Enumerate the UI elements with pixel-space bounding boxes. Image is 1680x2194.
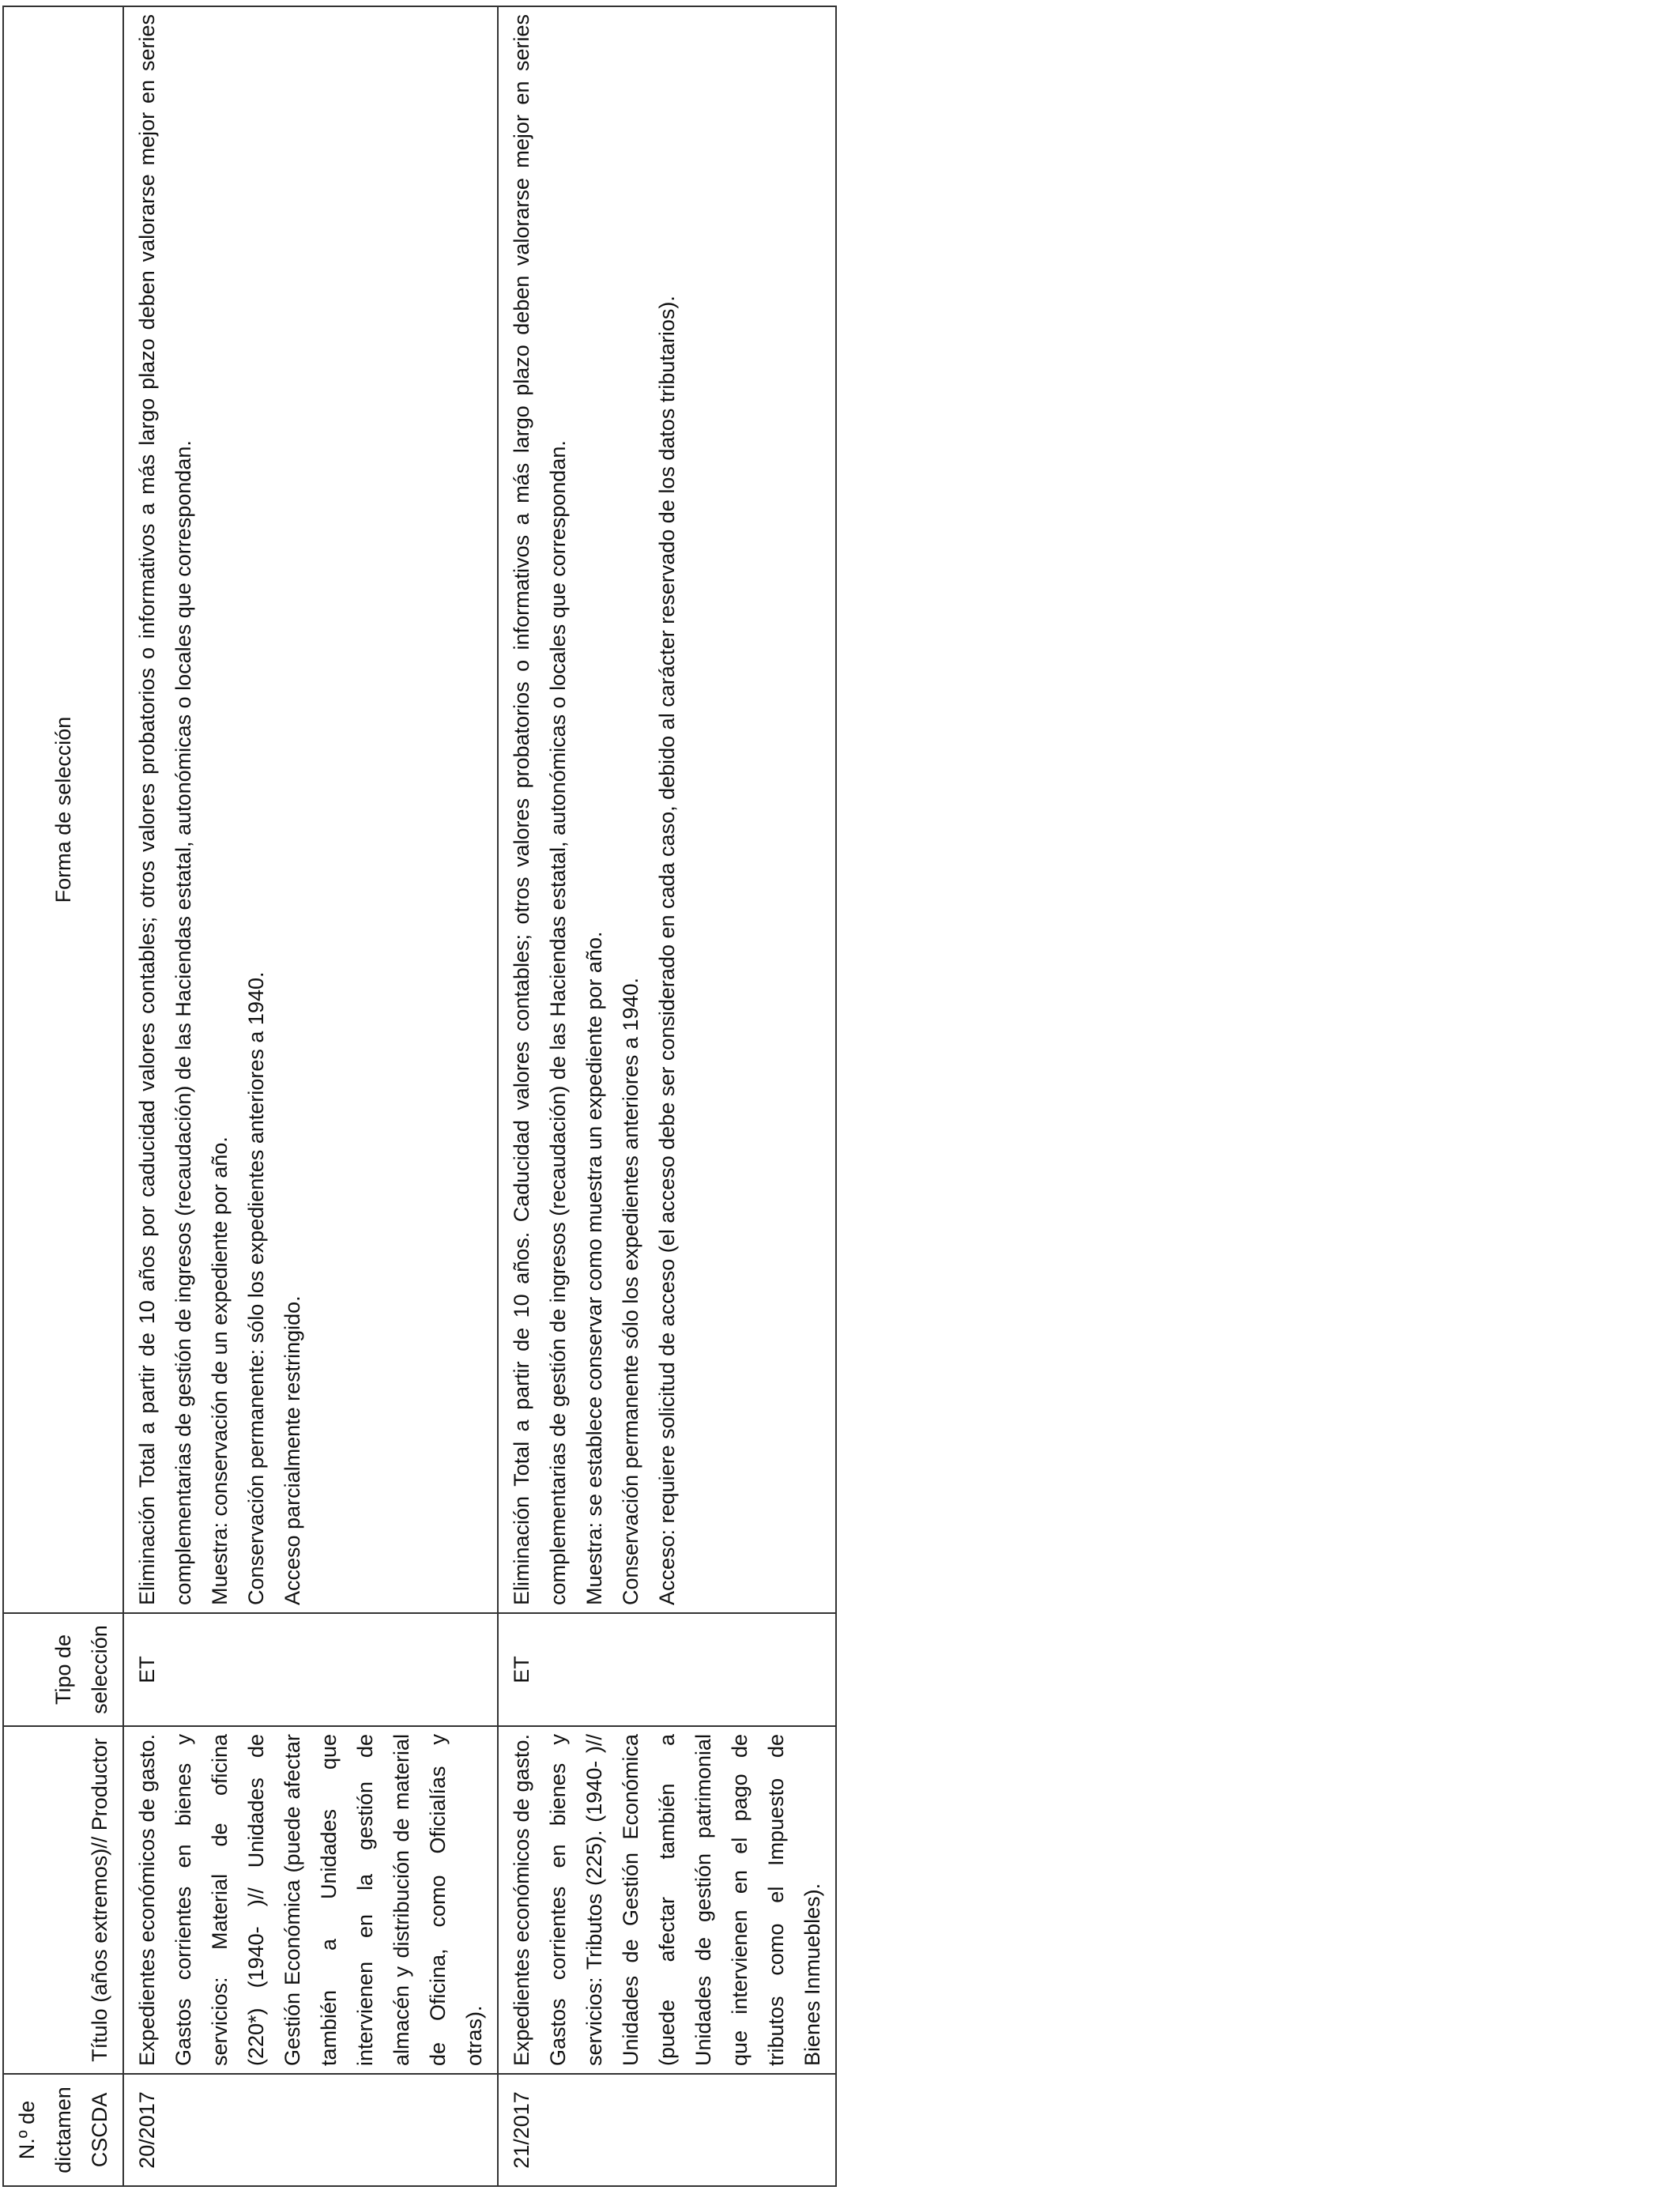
header-tipo: Tipo de selección <box>3 1613 123 1726</box>
header-forma: Forma de selección <box>3 6 123 1613</box>
cell-tipo: ET <box>498 1613 836 1726</box>
forma-line: Conservación permanente sólo los expedientes anteriores a 1940. <box>619 978 642 1605</box>
forma-line: Conservación permanente: sólo los expedientes anteriores a 1940. <box>244 971 268 1605</box>
header-dictamen: N.º de dictamen CSCDA <box>3 2074 123 2186</box>
cell-dictamen: 21/2017 <box>498 2074 836 2186</box>
selection-table <box>2 6 837 2187</box>
cell-forma <box>123 6 498 1613</box>
cell-titulo: Expedientes económicos de gasto. Gastos corrientes en bienes y servicios: Material de oficina (220*) (1940- )// Unidades de Gestión Económica (puede afectar también a Unidades que intervienen en la gestión de almacén y distribución de material de Oficina, como Oficialías y otras). <box>123 1726 498 2074</box>
cell-titulo: Expedientes económicos de gasto. Gastos corrientes en bienes y servicios: Tributos (225). (1940- )// Unidades de Gestión Económica (puede afectar también a Unidades de gestión patrimonial que intervienen en el pago de tributos como el Impuesto de Bienes Inmuebles). <box>498 1726 836 2074</box>
forma-line: Eliminación Total a partir de 10 años. Caducidad valores contables; otros valores probatorios o informativos a más largo plazo deben valorarse mejor en series complementarias de gestión de ingresos (recaudación) de las Haciendas estatal, autonómicas o locales que correspondan. <box>510 14 570 1605</box>
cell-tipo: ET <box>123 1613 498 1726</box>
table-row <box>498 6 836 2186</box>
table-row <box>123 6 498 2186</box>
table-header-row <box>3 6 123 2186</box>
cell-dictamen: 20/2017 <box>123 2074 498 2186</box>
forma-line: Acceso parcialmente restringido. <box>281 1295 304 1605</box>
forma-line: Muestra: se establece conservar como muestra un expediente por año. <box>582 931 606 1605</box>
forma-line: Muestra: conservación de un expediente por año. <box>208 1137 232 1605</box>
cell-forma <box>498 6 836 1613</box>
forma-line: Acceso: requiere solicitud de acceso (el acceso debe ser considerado en cada caso, debido al carácter reservado de los datos tributarios). <box>655 296 679 1605</box>
rotated-table-container <box>2 6 824 2187</box>
header-titulo: Título (años extremos)// Productor <box>3 1726 123 2074</box>
forma-line: Eliminación Total a partir de 10 años por caducidad valores contables; otros valores probatorios o informativos a más largo plazo deben valorarse mejor en series complementarias de gestión de ingresos (recaudación) de las Haciendas estatal, autonómicas o locales que correspondan. <box>135 14 195 1605</box>
